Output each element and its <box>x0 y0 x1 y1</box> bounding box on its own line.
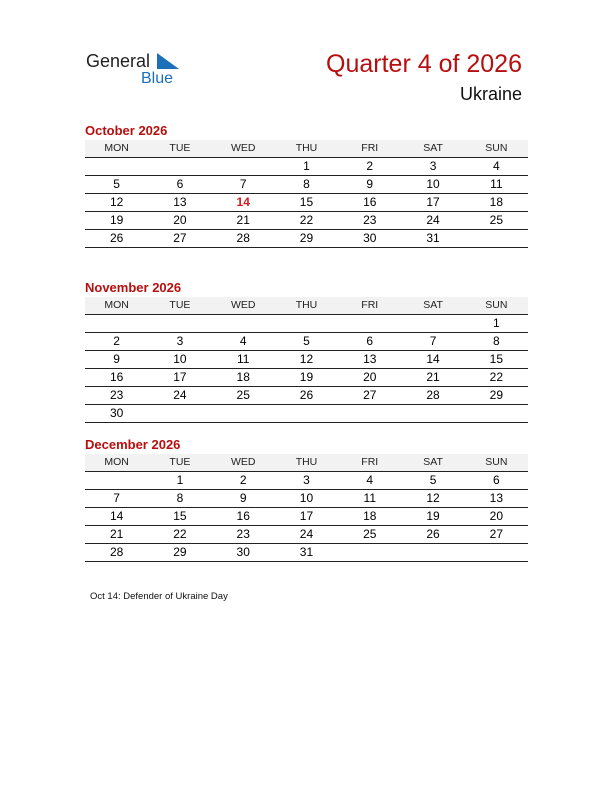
date-cell: 27 <box>173 231 187 245</box>
week-row <box>85 212 528 230</box>
date-cell: 16 <box>363 195 377 209</box>
date-cell: 9 <box>239 491 247 505</box>
week-row <box>85 472 528 490</box>
date-cell: 26 <box>109 231 124 245</box>
date-cell: 21 <box>426 370 440 384</box>
date-cell: 28 <box>109 545 124 559</box>
date-cell: 26 <box>426 527 440 541</box>
date-cell: 7 <box>113 491 120 505</box>
date-cell: 17 <box>173 370 187 384</box>
date-cell: 6 <box>366 334 374 348</box>
weekday-label: SUN <box>485 142 508 154</box>
week-row <box>85 544 528 562</box>
date-cell: 14 <box>109 509 124 523</box>
date-cell: 18 <box>236 370 250 384</box>
date-cell: 17 <box>426 195 440 209</box>
date-cell: 23 <box>109 388 124 402</box>
date-cell: 29 <box>489 388 503 402</box>
weekday-label: FRI <box>361 299 379 311</box>
date-cell: 19 <box>109 213 124 227</box>
month-december <box>85 436 528 562</box>
date-cell: 1 <box>303 159 310 173</box>
weekday-label: FRI <box>361 142 379 154</box>
date-cell: 24 <box>299 527 314 541</box>
date-cell: 7 <box>239 177 247 191</box>
week-row <box>85 176 528 194</box>
weekday-label: WED <box>230 142 256 154</box>
date-cell: 15 <box>299 195 314 209</box>
date-cell: 11 <box>236 352 250 366</box>
date-cell: 22 <box>173 527 187 541</box>
week-row <box>85 526 528 544</box>
page-title: Quarter 4 of 2026 <box>326 50 522 78</box>
date-cell: 30 <box>109 406 124 420</box>
date-cell: 3 <box>176 334 184 348</box>
date-cell: 31 <box>299 545 314 559</box>
date-cell: 23 <box>236 527 250 541</box>
date-cell: 13 <box>489 491 503 505</box>
holiday-notes <box>90 591 228 603</box>
date-cell: 8 <box>176 491 184 505</box>
date-cell: 2 <box>366 159 374 173</box>
date-cell: 9 <box>366 177 374 191</box>
date-cell: 20 <box>363 370 377 384</box>
date-cell: 1 <box>492 316 500 330</box>
date-cell: 6 <box>492 473 500 487</box>
date-cell: 14 <box>426 352 440 366</box>
date-cell: 21 <box>236 213 250 227</box>
date-cell: 25 <box>236 388 250 402</box>
date-cell: 22 <box>489 370 503 384</box>
weekday-label: SAT <box>423 456 443 468</box>
date-cell: 22 <box>299 213 314 227</box>
week-row <box>85 194 528 212</box>
weekday-header-row <box>85 140 528 158</box>
date-cell: 30 <box>236 545 250 559</box>
date-cell: 6 <box>176 177 184 191</box>
date-cell: 18 <box>489 195 503 209</box>
date-cell: 23 <box>363 213 377 227</box>
week-row <box>85 490 528 508</box>
date-cell: 1 <box>176 473 184 487</box>
weekday-header-row <box>85 454 528 472</box>
date-cell: 24 <box>173 388 187 402</box>
date-cell: 4 <box>366 473 374 487</box>
date-cell: 15 <box>489 352 503 366</box>
date-cell: 10 <box>426 177 440 191</box>
weekday-label: FRI <box>361 456 379 468</box>
date-cell: 17 <box>299 509 314 523</box>
date-cell: 11 <box>363 491 376 505</box>
month-title: November 2026 <box>85 280 182 295</box>
country-name: Ukraine <box>459 84 522 104</box>
date-cell: 26 <box>299 388 314 402</box>
date-cell: 20 <box>173 213 187 227</box>
week-row <box>85 315 528 333</box>
date-cell: 5 <box>303 334 310 348</box>
date-cell: 21 <box>109 527 124 541</box>
date-cell: 16 <box>236 509 250 523</box>
weekday-label: SUN <box>485 456 508 468</box>
logo-text-blue: Blue <box>141 70 174 87</box>
date-cell: 29 <box>299 231 314 245</box>
date-cell: 31 <box>426 231 440 245</box>
date-cell: 10 <box>173 352 187 366</box>
date-cell: 20 <box>489 509 503 523</box>
date-cell: 25 <box>363 527 377 541</box>
month-october <box>85 122 528 248</box>
date-cell: 7 <box>429 334 437 348</box>
date-cell: 19 <box>299 370 314 384</box>
holiday-date-cell: 14 <box>236 195 250 209</box>
date-cell: 8 <box>303 177 310 191</box>
generalblue-logo <box>86 51 196 91</box>
weekday-label: THU <box>295 142 318 154</box>
week-row <box>85 387 528 405</box>
date-cell: 2 <box>113 334 120 348</box>
date-cell: 27 <box>489 527 503 541</box>
month-title: December 2026 <box>85 437 181 452</box>
weekday-label: MON <box>104 299 129 311</box>
date-cell: 11 <box>490 177 503 191</box>
date-cell: 8 <box>492 334 500 348</box>
month-november <box>85 279 528 423</box>
weekday-header-row <box>85 297 528 315</box>
weekday-label: MON <box>104 456 129 468</box>
weekday-label: SAT <box>423 299 443 311</box>
weekday-label: SUN <box>485 299 508 311</box>
date-cell: 25 <box>489 213 503 227</box>
week-row <box>85 405 528 423</box>
date-cell: 12 <box>299 352 314 366</box>
date-cell: 10 <box>299 491 314 505</box>
date-cell: 4 <box>492 159 500 173</box>
weekday-label: TUE <box>169 299 191 311</box>
date-cell: 4 <box>239 334 247 348</box>
date-cell: 30 <box>363 231 377 245</box>
date-cell: 15 <box>173 509 187 523</box>
weekday-label: MON <box>104 142 129 154</box>
weekday-label: THU <box>295 456 318 468</box>
week-row <box>85 230 528 248</box>
date-cell: 9 <box>113 352 120 366</box>
date-cell: 2 <box>239 473 247 487</box>
weekday-label: THU <box>295 299 318 311</box>
weekday-label: TUE <box>169 142 191 154</box>
date-cell: 12 <box>426 491 440 505</box>
date-cell: 3 <box>303 473 310 487</box>
date-cell: 27 <box>363 388 377 402</box>
holiday-note: Oct 14: Defender of Ukraine Day <box>90 591 228 602</box>
logo-text-general: General <box>86 51 151 71</box>
weekday-label: TUE <box>169 456 191 468</box>
weekday-label: SAT <box>423 142 443 154</box>
week-row <box>85 508 528 526</box>
date-cell: 3 <box>429 159 437 173</box>
weekday-label: WED <box>230 456 256 468</box>
month-title: October 2026 <box>85 123 168 138</box>
date-cell: 12 <box>109 195 124 209</box>
logo-triangle-icon <box>157 53 179 69</box>
date-cell: 5 <box>113 177 120 191</box>
date-cell: 28 <box>236 231 250 245</box>
date-cell: 29 <box>173 545 187 559</box>
date-cell: 13 <box>363 352 377 366</box>
date-cell: 13 <box>173 195 187 209</box>
date-cell: 28 <box>426 388 440 402</box>
week-row <box>85 158 528 176</box>
week-row <box>85 351 528 369</box>
date-cell: 24 <box>426 213 440 227</box>
date-cell: 19 <box>426 509 440 523</box>
week-row <box>85 369 528 387</box>
date-cell: 16 <box>109 370 124 384</box>
weekday-label: WED <box>230 299 256 311</box>
date-cell: 18 <box>363 509 377 523</box>
date-cell: 5 <box>429 473 437 487</box>
week-row <box>85 333 528 351</box>
